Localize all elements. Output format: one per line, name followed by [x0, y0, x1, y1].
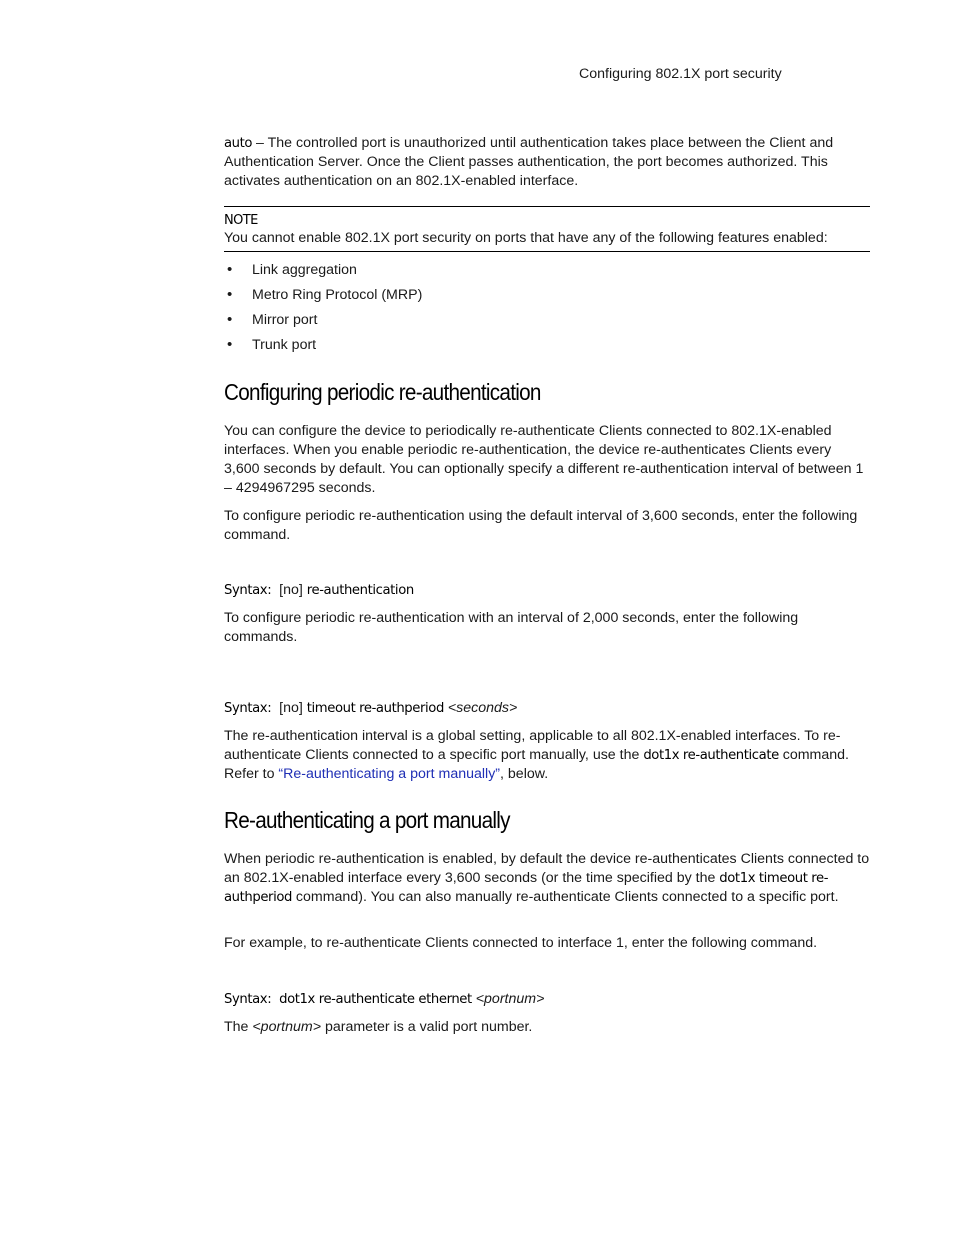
periodic-para-3: To configure periodic re-authentication with an interval of 2,000 seconds, enter the following commands.: [224, 610, 799, 645]
periodic-para-1: You can configure the device to periodically re-authenticate Clients connected to 802.1X-enabled interfaces. When you enable periodic re-authentication, the device re-authenticates Clients every 3,600 seconds by default. You can optionally specify a different re-authentication interval of between 1 – 4294967295 seconds.: [224, 423, 864, 496]
syntax-timeout-reauthperiod: Syntax: [no] timeout re-authperiod <seconds>: [224, 700, 518, 716]
manual-para-3: The <portnum> parameter is a valid port number.: [224, 1019, 533, 1035]
note-box: [224, 206, 870, 252]
bullet-icon: •: [227, 261, 233, 278]
section-heading-periodic: Configuring periodic re-authentication: [224, 379, 541, 405]
auto-term: auto: [224, 136, 253, 151]
running-header: Configuring 802.1X port security: [579, 66, 782, 82]
periodic-para-2: To configure periodic re-authentication using the default interval of 3,600 seconds, enter the following command.: [224, 508, 858, 543]
section-heading-manual: Re-authenticating a port manually: [224, 807, 510, 833]
manual-para-1: When periodic re-authentication is enabled, by default the device re-authenticates Clients connected to an 802.1X-enabled interface every 3,600 seconds (or the time specified by the dot1x timeout re-authperiod command). You can also manually re-authenticate Clients connected to a specific port.: [224, 851, 870, 905]
bullet-icon: •: [227, 286, 233, 303]
list-item: • Mirror port: [227, 311, 318, 328]
note-title: NOTE: [224, 213, 258, 228]
feature-list: [224, 261, 422, 361]
note-text: You cannot enable 802.1X port security on ports that have any of the following features enabled:: [224, 230, 828, 246]
list-item: • Metro Ring Protocol (MRP): [227, 286, 423, 303]
manual-para-2: For example, to re-authenticate Clients connected to interface 1, enter the following command.: [224, 935, 818, 951]
reauth-manual-link[interactable]: “Re-authenticating a port manually”: [278, 766, 501, 782]
auto-paragraph: [224, 134, 870, 191]
list-item: • Trunk port: [227, 336, 317, 353]
bullet-icon: •: [227, 311, 233, 328]
auto-text: – The controlled port is unauthorized until authentication takes place between the Client and Authentication Server. Once the Client passes authentication, the port becomes authorized. This activates authentication on an 802.1X-enabled interface.: [224, 135, 834, 189]
bullet-icon: •: [227, 336, 233, 353]
syntax-re-authentication: Syntax: [no] re-authentication: [224, 582, 414, 598]
syntax-dot1x-reauthenticate: Syntax: dot1x re-authenticate ethernet <portnum>: [224, 991, 545, 1007]
periodic-para-4: The re-authentication interval is a global setting, applicable to all 802.1X-enabled interfaces. To re-authenticate Clients connected to a specific port manually, use the dot1x re-authenticate command. Refer to “Re-authenticating a port manually”, below.: [224, 728, 849, 782]
list-item: • Link aggregation: [227, 261, 357, 278]
